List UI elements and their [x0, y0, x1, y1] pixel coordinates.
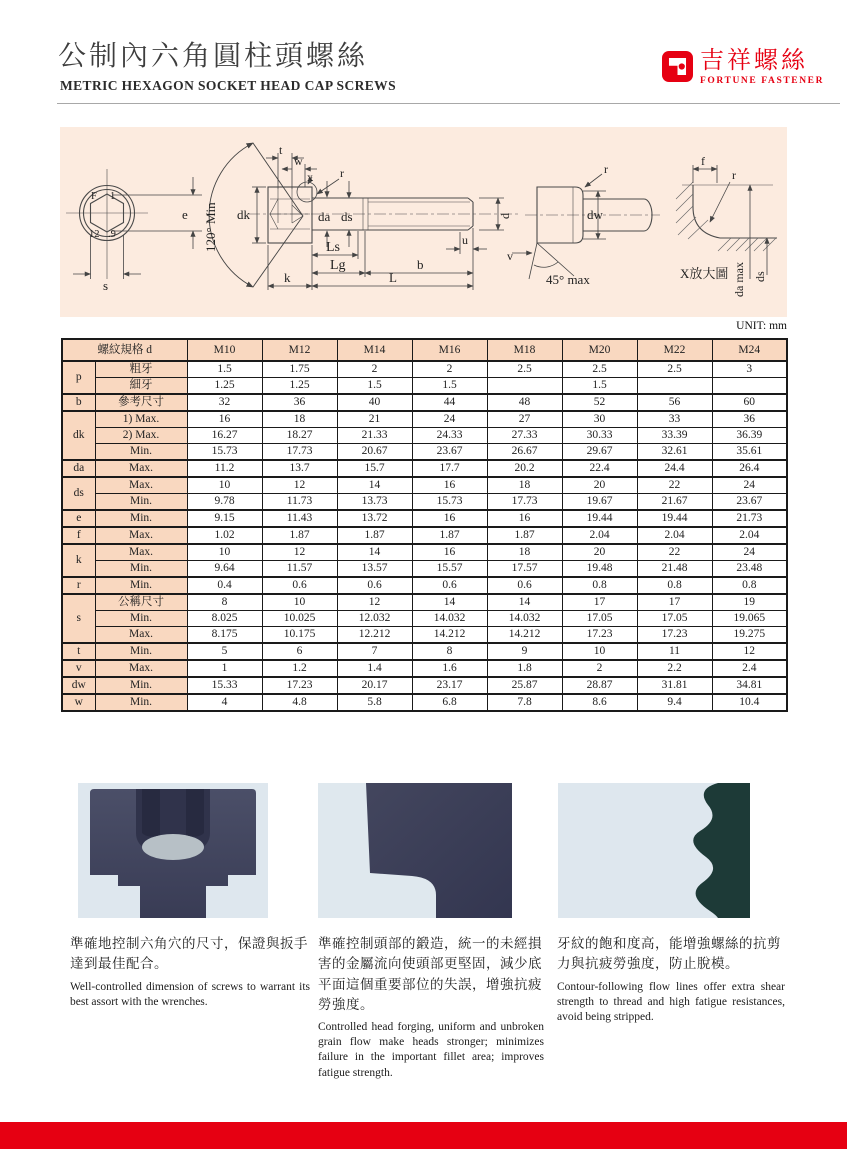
dim-label-da-max: da max	[732, 262, 746, 297]
table-row	[62, 561, 787, 578]
value-cell: 14.032	[412, 611, 487, 627]
value-cell: 2.4	[712, 660, 787, 677]
caption-forging-en: Controlled head forging, uniform and unbroken grain flow make heads stronger; minimizes failure in the important fillet area; improves fatigue strength.	[318, 1021, 544, 1079]
dim-label-u: u	[462, 233, 468, 247]
spec-table	[61, 338, 788, 712]
dim-label-ls: Ls	[326, 240, 340, 255]
value-cell: 13.73	[337, 494, 412, 511]
dim-label-f: f	[701, 154, 705, 168]
value-cell: 17.73	[262, 444, 337, 461]
table-row	[62, 444, 787, 461]
value-cell: 34.81	[712, 677, 787, 694]
value-cell: 20.67	[337, 444, 412, 461]
param-symbol-cell: e	[62, 510, 95, 527]
value-cell: 36	[262, 394, 337, 411]
value-cell: 48	[487, 394, 562, 411]
value-cell: 17.23	[637, 627, 712, 644]
value-cell: 21	[337, 411, 412, 428]
photo-fillet-cross-section	[318, 783, 512, 918]
size-column-header: M24	[712, 339, 787, 361]
value-cell: 31.81	[637, 677, 712, 694]
value-cell: 14	[412, 594, 487, 611]
dim-label-w: w	[294, 154, 303, 168]
dim-label-b: b	[417, 257, 424, 272]
value-cell: 17.05	[637, 611, 712, 627]
value-cell	[712, 378, 787, 395]
row-label-cell: Max.	[95, 477, 187, 494]
row-label-cell: Max.	[95, 460, 187, 477]
table-row	[62, 611, 787, 627]
row-label-cell: Min.	[95, 577, 187, 594]
value-cell: 23.67	[412, 444, 487, 461]
value-cell: 1.5	[187, 361, 262, 378]
value-cell: 52	[562, 394, 637, 411]
technical-drawing-panel	[60, 127, 787, 317]
dim-label-lg: Lg	[330, 258, 346, 273]
page-subtitle: METRIC HEXAGON SOCKET HEAD CAP SCREWS	[60, 78, 396, 93]
socket-photo-image	[78, 783, 268, 918]
value-cell: 7	[337, 643, 412, 660]
dim-label-L: L	[389, 270, 397, 285]
head-marking-12: 12	[89, 229, 100, 240]
brand-name-zh: 吉祥螺絲	[700, 48, 808, 74]
value-cell: 11	[637, 643, 712, 660]
value-cell: 24	[712, 477, 787, 494]
value-cell: 17.57	[487, 561, 562, 578]
table-row	[62, 477, 787, 494]
table-row	[62, 527, 787, 544]
param-symbol-cell: p	[62, 361, 95, 394]
value-cell: 16	[187, 411, 262, 428]
value-cell: 1.87	[262, 527, 337, 544]
value-cell: 30	[562, 411, 637, 428]
dim-label-x: x	[307, 170, 313, 184]
value-cell: 3	[712, 361, 787, 378]
value-cell: 15.57	[412, 561, 487, 578]
value-cell: 4.8	[262, 694, 337, 711]
detail-view-title: X放大圖	[680, 266, 729, 281]
value-cell: 18	[262, 411, 337, 428]
value-cell: 16	[412, 544, 487, 561]
value-cell: 13.72	[337, 510, 412, 527]
table-row	[62, 660, 787, 677]
value-cell: 44	[412, 394, 487, 411]
value-cell: 17.7	[412, 460, 487, 477]
value-cell: 14	[337, 477, 412, 494]
page-title: 公制內六角圓柱頭螺絲	[58, 41, 369, 72]
value-cell: 8	[412, 643, 487, 660]
value-cell: 14.212	[412, 627, 487, 644]
value-cell: 17.23	[562, 627, 637, 644]
value-cell: 36.39	[712, 428, 787, 444]
value-cell: 26.4	[712, 460, 787, 477]
dim-label-s: s	[103, 278, 109, 293]
table-row	[62, 460, 787, 477]
param-symbol-cell: dk	[62, 411, 95, 460]
value-cell: 1.4	[337, 660, 412, 677]
size-column-header: M10	[187, 339, 262, 361]
photo-socket-cross-section	[78, 783, 268, 918]
size-column-header: M22	[637, 339, 712, 361]
row-label-cell: 粗牙	[95, 361, 187, 378]
value-cell: 8	[187, 594, 262, 611]
value-cell: 33	[637, 411, 712, 428]
row-label-cell: Min.	[95, 694, 187, 711]
value-cell: 13.7	[262, 460, 337, 477]
row-label-cell: Max.	[95, 660, 187, 677]
brand-name-en: FORTUNE FASTENER	[700, 76, 825, 87]
thread-photo-image	[558, 783, 750, 918]
table-row	[62, 378, 787, 395]
param-symbol-cell: ds	[62, 477, 95, 510]
value-cell: 5	[187, 643, 262, 660]
value-cell: 19.44	[562, 510, 637, 527]
dim-label-r: r	[340, 166, 344, 180]
table-row	[62, 411, 787, 428]
value-cell: 14	[487, 594, 562, 611]
value-cell: 15.7	[337, 460, 412, 477]
value-cell: 22.4	[562, 460, 637, 477]
row-label-cell: Min.	[95, 677, 187, 694]
value-cell: 36	[712, 411, 787, 428]
value-cell: 2.5	[562, 361, 637, 378]
value-cell: 17.05	[562, 611, 637, 627]
value-cell: 21.48	[637, 561, 712, 578]
spec-table-wrap	[61, 338, 787, 712]
spec-table-header-row	[62, 339, 787, 361]
dim-label-v: v	[507, 249, 513, 263]
value-cell: 12.212	[337, 627, 412, 644]
value-cell: 12	[262, 544, 337, 561]
value-cell: 19.48	[562, 561, 637, 578]
value-cell: 2	[412, 361, 487, 378]
value-cell: 0.6	[337, 577, 412, 594]
value-cell: 15.73	[412, 494, 487, 511]
value-cell: 19.275	[712, 627, 787, 644]
value-cell: 0.6	[412, 577, 487, 594]
value-cell: 0.6	[262, 577, 337, 594]
value-cell: 17.73	[487, 494, 562, 511]
value-cell: 1.87	[487, 527, 562, 544]
row-label-cell: 1) Max.	[95, 411, 187, 428]
value-cell: 8.6	[562, 694, 637, 711]
caption-socket-en: Well-controlled dimension of screws to warrant its best assort with the wrenches.	[70, 980, 310, 1008]
size-column-header: M20	[562, 339, 637, 361]
value-cell: 21.73	[712, 510, 787, 527]
photo-thread-flow-lines	[558, 783, 750, 918]
param-symbol-cell: v	[62, 660, 95, 677]
size-column-header: M12	[262, 339, 337, 361]
value-cell: 13.57	[337, 561, 412, 578]
dim-label-t: t	[279, 143, 283, 157]
table-row	[62, 577, 787, 594]
value-cell: 12	[262, 477, 337, 494]
value-cell: 24.4	[637, 460, 712, 477]
unit-note: UNIT: mm	[736, 320, 787, 332]
size-column-header: M18	[487, 339, 562, 361]
value-cell: 5.8	[337, 694, 412, 711]
angle-label-45max: 45° max	[546, 272, 590, 287]
table-row	[62, 627, 787, 644]
value-cell: 14.212	[487, 627, 562, 644]
value-cell: 6.8	[412, 694, 487, 711]
caption-socket-zh: 準確地控制六角穴的尺寸，保證與扳手達到最佳配合。	[70, 936, 308, 972]
value-cell: 35.61	[712, 444, 787, 461]
fillet-photo-image	[318, 783, 512, 918]
param-symbol-cell: k	[62, 544, 95, 577]
value-cell: 27	[487, 411, 562, 428]
value-cell: 9.15	[187, 510, 262, 527]
value-cell: 1.87	[412, 527, 487, 544]
value-cell: 14.032	[487, 611, 562, 627]
value-cell: 9.78	[187, 494, 262, 511]
caption-thread	[557, 934, 785, 1025]
value-cell: 20.2	[487, 460, 562, 477]
value-cell: 11.43	[262, 510, 337, 527]
value-cell: 17	[562, 594, 637, 611]
value-cell: 19	[712, 594, 787, 611]
dim-label-e: e	[182, 207, 188, 222]
dim-label-dk: dk	[237, 207, 250, 222]
value-cell: 2.04	[562, 527, 637, 544]
value-cell: 15.73	[187, 444, 262, 461]
table-row	[62, 594, 787, 611]
value-cell: 17.23	[262, 677, 337, 694]
dim-label-da: da	[318, 209, 331, 224]
caption-thread-en: Contour-following flow lines offer extra shear strength to thread and high fatigue resistances, avoid being stripped.	[557, 980, 785, 1023]
value-cell: 25.87	[487, 677, 562, 694]
dim-label-120deg: 120° Min	[203, 202, 218, 252]
param-column-header: 螺紋規格 d	[62, 339, 187, 361]
value-cell: 22	[637, 544, 712, 561]
value-cell: 20.17	[337, 677, 412, 694]
value-cell	[487, 378, 562, 395]
value-cell: 9.64	[187, 561, 262, 578]
caption-thread-zh: 牙紋的飽和度高，能增強螺絲的抗剪力與抗疲勞強度，防止脫模。	[557, 936, 781, 972]
dim-label-r2: r	[604, 162, 608, 176]
value-cell: 22	[637, 477, 712, 494]
value-cell: 2.04	[637, 527, 712, 544]
value-cell: 8.025	[187, 611, 262, 627]
param-symbol-cell: f	[62, 527, 95, 544]
param-symbol-cell: w	[62, 694, 95, 711]
table-row	[62, 643, 787, 660]
value-cell: 20	[562, 477, 637, 494]
value-cell: 0.8	[712, 577, 787, 594]
param-symbol-cell: b	[62, 394, 95, 411]
value-cell: 1.75	[262, 361, 337, 378]
value-cell: 19.065	[712, 611, 787, 627]
screw-dimension-drawing	[60, 127, 787, 317]
value-cell: 1.25	[262, 378, 337, 395]
head-marking-9: .9	[108, 229, 116, 240]
value-cell: 23.48	[712, 561, 787, 578]
value-cell: 18.27	[262, 428, 337, 444]
row-label-cell: 細牙	[95, 378, 187, 395]
value-cell: 2.2	[637, 660, 712, 677]
table-row	[62, 677, 787, 694]
dim-label-dw: dw	[587, 207, 603, 222]
value-cell: 24	[712, 544, 787, 561]
value-cell: 1.5	[337, 378, 412, 395]
dim-label-r3: r	[732, 168, 736, 182]
param-symbol-cell: s	[62, 594, 95, 643]
value-cell: 2	[337, 361, 412, 378]
value-cell: 21.67	[637, 494, 712, 511]
value-cell: 16.27	[187, 428, 262, 444]
value-cell: 21.33	[337, 428, 412, 444]
value-cell: 60	[712, 394, 787, 411]
table-row	[62, 510, 787, 527]
value-cell: 1.02	[187, 527, 262, 544]
row-label-cell: Min.	[95, 611, 187, 627]
value-cell: 9	[487, 643, 562, 660]
value-cell: 26.67	[487, 444, 562, 461]
footer-accent-bar	[0, 1122, 847, 1149]
size-column-header: M14	[337, 339, 412, 361]
value-cell: 1.87	[337, 527, 412, 544]
caption-forging	[318, 934, 544, 1081]
caption-forging-zh: 準確控制頭部的鍛造，統一的未經損害的金屬流向使頭部更堅固，減少底平面這個重要部位的失誤，增強抗疲勞強度。	[318, 936, 542, 1012]
value-cell: 10.175	[262, 627, 337, 644]
value-cell: 12.032	[337, 611, 412, 627]
head-marking-1: 1	[110, 191, 116, 202]
head-marking-f: F	[91, 191, 97, 202]
row-label-cell: 公稱尺寸	[95, 594, 187, 611]
value-cell: 1.25	[187, 378, 262, 395]
value-cell: 19.67	[562, 494, 637, 511]
value-cell: 23.17	[412, 677, 487, 694]
value-cell: 1.6	[412, 660, 487, 677]
value-cell: 24	[412, 411, 487, 428]
value-cell: 15.33	[187, 677, 262, 694]
value-cell: 56	[637, 394, 712, 411]
value-cell: 16	[412, 477, 487, 494]
row-label-cell: Max.	[95, 627, 187, 644]
value-cell: 0.4	[187, 577, 262, 594]
value-cell	[637, 378, 712, 395]
row-label-cell: Max.	[95, 527, 187, 544]
value-cell: 10	[187, 477, 262, 494]
value-cell: 4	[187, 694, 262, 711]
dim-label-d: d	[498, 213, 512, 219]
value-cell: 12	[337, 594, 412, 611]
value-cell: 33.39	[637, 428, 712, 444]
value-cell: 18	[487, 477, 562, 494]
row-label-cell: Min.	[95, 643, 187, 660]
dim-label-k: k	[284, 270, 291, 285]
table-row	[62, 544, 787, 561]
value-cell: 14	[337, 544, 412, 561]
row-label-cell: Min.	[95, 510, 187, 527]
value-cell: 0.6	[487, 577, 562, 594]
param-symbol-cell: dw	[62, 677, 95, 694]
value-cell: 2.04	[712, 527, 787, 544]
fortune-fastener-icon	[662, 51, 693, 82]
table-row	[62, 428, 787, 444]
table-row	[62, 394, 787, 411]
value-cell: 29.67	[562, 444, 637, 461]
value-cell: 1.2	[262, 660, 337, 677]
value-cell: 28.87	[562, 677, 637, 694]
value-cell: 1.5	[412, 378, 487, 395]
value-cell: 10	[562, 643, 637, 660]
value-cell: 2	[562, 660, 637, 677]
row-label-cell: Min.	[95, 494, 187, 511]
value-cell: 17	[637, 594, 712, 611]
value-cell: 40	[337, 394, 412, 411]
value-cell: 1.8	[487, 660, 562, 677]
table-row	[62, 494, 787, 511]
size-column-header: M16	[412, 339, 487, 361]
value-cell: 8.175	[187, 627, 262, 644]
value-cell: 10	[262, 594, 337, 611]
value-cell: 32.61	[637, 444, 712, 461]
value-cell: 27.33	[487, 428, 562, 444]
value-cell: 1.5	[562, 378, 637, 395]
table-row	[62, 361, 787, 378]
value-cell: 6	[262, 643, 337, 660]
value-cell: 30.33	[562, 428, 637, 444]
value-cell: 2.5	[487, 361, 562, 378]
value-cell: 1	[187, 660, 262, 677]
value-cell: 11.2	[187, 460, 262, 477]
value-cell: 10.4	[712, 694, 787, 711]
value-cell: 9.4	[637, 694, 712, 711]
value-cell: 0.8	[562, 577, 637, 594]
row-label-cell: 2) Max.	[95, 428, 187, 444]
value-cell: 10	[187, 544, 262, 561]
table-row	[62, 694, 787, 711]
value-cell: 16	[412, 510, 487, 527]
spec-table-body	[62, 361, 787, 711]
value-cell: 24.33	[412, 428, 487, 444]
row-label-cell: 參考尺寸	[95, 394, 187, 411]
row-label-cell: Min.	[95, 561, 187, 578]
value-cell: 16	[487, 510, 562, 527]
dim-label-ds: ds	[341, 209, 353, 224]
row-label-cell: Min.	[95, 444, 187, 461]
value-cell: 12	[712, 643, 787, 660]
value-cell: 10.025	[262, 611, 337, 627]
value-cell: 11.73	[262, 494, 337, 511]
header-divider	[57, 103, 840, 104]
value-cell: 20	[562, 544, 637, 561]
value-cell: 19.44	[637, 510, 712, 527]
row-label-cell: Max.	[95, 544, 187, 561]
value-cell: 0.8	[637, 577, 712, 594]
value-cell: 11.57	[262, 561, 337, 578]
param-symbol-cell: t	[62, 643, 95, 660]
caption-socket	[70, 934, 310, 1010]
dim-label-ds2: ds	[753, 271, 767, 282]
company-logo	[662, 48, 824, 86]
value-cell: 2.5	[637, 361, 712, 378]
value-cell: 32	[187, 394, 262, 411]
param-symbol-cell: r	[62, 577, 95, 594]
param-symbol-cell: da	[62, 460, 95, 477]
value-cell: 18	[487, 544, 562, 561]
value-cell: 23.67	[712, 494, 787, 511]
value-cell: 7.8	[487, 694, 562, 711]
